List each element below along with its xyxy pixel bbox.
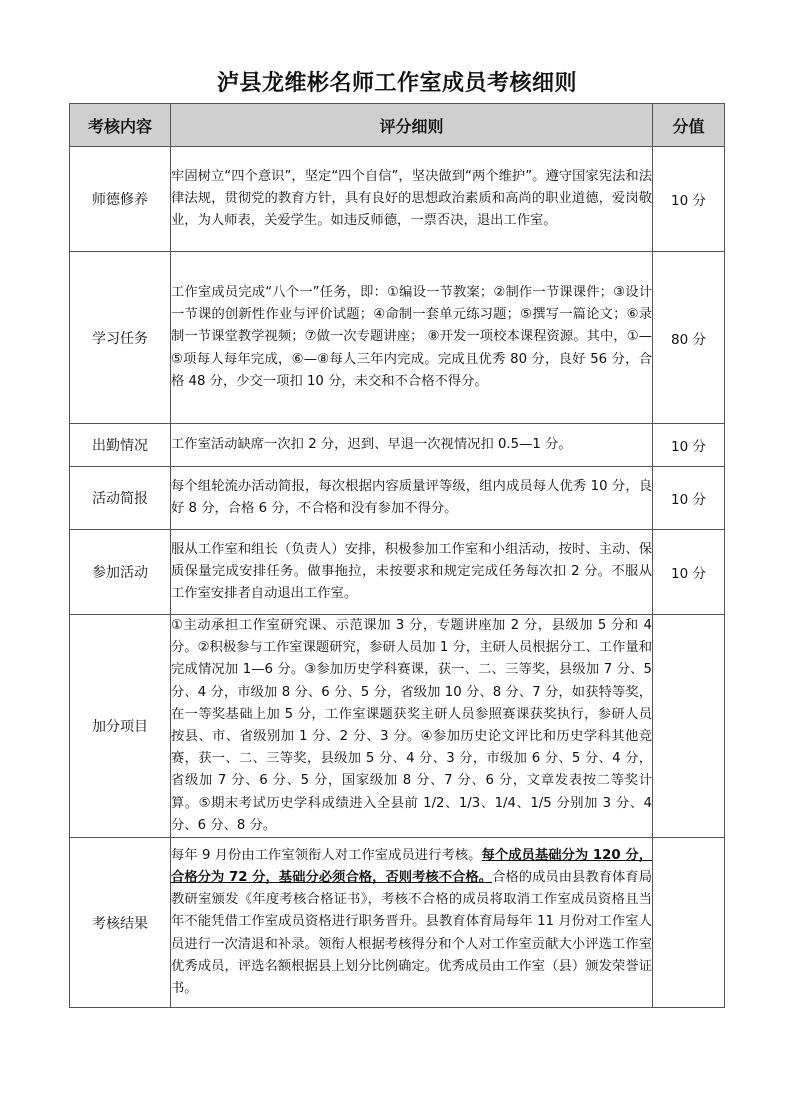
row-details: 每个组轮流办活动简报，每次根据内容质量评等级，组内成员每人优秀 10 分，良好 8 分，合格 6 分，不合格和没有参加不得分。: [171, 467, 653, 530]
result-intro-text: 每年 9 月份由工作室领衔人对工作室成员进行考核。: [171, 847, 482, 863]
row-category: 参加活动: [70, 530, 171, 615]
row-category: 活动简报: [70, 467, 171, 530]
document-title: 泸县龙维彬名师工作室成员考核细则: [216, 71, 577, 96]
row-category: 师德修养: [70, 147, 171, 252]
row-score: [653, 615, 725, 838]
row-category: 加分项目: [70, 615, 171, 838]
table-row: [70, 252, 725, 424]
table-row: [70, 467, 725, 530]
row-score: [653, 838, 725, 1008]
result-emphasis-text: 每个成员基础分为 120 分，合格分为 72 分，基础分必须合格，否则考核不合格。: [171, 847, 652, 886]
header-score: 分值: [653, 104, 725, 147]
table-row: [70, 424, 725, 467]
row-details: 服从工作室和组长（负责人）安排，积极参加工作室和小组活动，按时、主动、保质保量完成安排任务。做事拖拉，未按要求和规定完成任务每次扣 2 分。不服从工作室安排者自动退出工作室。: [171, 530, 653, 615]
assessment-table: [69, 103, 725, 1008]
header-details: 评分细则: [171, 104, 653, 147]
table-row: [70, 147, 725, 252]
result-rest-text: 合格的成员由县教育体育局教研室颁发《年度考核合格证书》，考核不合格的成员将取消工作室成员资格且当年不能凭借工作室成员资格进行职务晋升。县教育体育局每年 11 月份对工作室人员进行一次清退和补录。领衔人根据考核得分和个人对工作室贡献大小评选工作室优秀成员，评选名额根据县上划分比例确定。优秀成员由工作室（县）颁发荣誉证书。: [171, 870, 652, 997]
row-details: 工作室成员完成“八个一”任务，即：①编设一节教案；②制作一节课课件；③设计一节课的创新性作业与评价试题；④命制一套单元练习题；⑤撰写一篇论文；⑥录制一节课堂教学视频；⑦做一次专题讲座； ⑧开发一项校本课程资源。其中，①—⑤项每人每年完成，⑥—⑧每人三年内完成。完成且优秀 80 分，良好 56 分，合格 48 分，少交一项扣 10 分，未交和不合格不得分。: [171, 252, 653, 424]
header-category: 考核内容: [70, 104, 171, 147]
row-category: 出勤情况: [70, 424, 171, 467]
row-details: 工作室活动缺席一次扣 2 分，迟到、早退一次视情况扣 0.5—1 分。: [171, 424, 653, 467]
row-score: 80 分: [653, 252, 725, 424]
table-row: [70, 615, 725, 838]
row-score: 10 分: [653, 467, 725, 530]
row-details: 牢固树立“四个意识”，坚定“四个自信”，坚决做到“两个维护”。遵守国家宪法和法律法规，贯彻党的教育方针，具有良好的思想政治素质和高尚的职业道德，爱岗敬业，为人师表，关爱学生。如违反师德，一票否决，退出工作室。: [171, 147, 653, 252]
row-score: 10 分: [653, 424, 725, 467]
row-category: 考核结果: [70, 838, 171, 1008]
row-details: [171, 838, 653, 1008]
row-category: 学习任务: [70, 252, 171, 424]
row-details: ①主动承担工作室研究课、示范课加 3 分，专题讲座加 2 分，县级加 5 分和 4 分。②积极参与工作室课题研究，参研人员加 1 分，主研人员根据分工、工作量和完成情况加 1—6 分。③参加历史学科赛课，获一、二、三等奖，县级加 7 分、5 分、4 分，市级加 8 分、6 分、5 分，省级加 10 分、8 分、7 分，如获特等奖，在一等奖基础上加 5 分，工作室课题获奖主研人员参照赛课获奖执行，参研人员按县、市、省级别加 1 分、2 分、3 分。④参加历史论文评比和历史学科其他竞赛，获一、二、三等奖，县级加 5 分、4 分、3 分，市级加 6 分、5 分、4 分，省级加 7 分、6 分、5 分，国家级加 8 分、7 分、6 分，文章发表按二等奖计算。⑤期末考试历史学科成绩进入全县前 1/2、1/3、1/4、1/5 分别加 3 分、4 分、6 分、8 分。: [171, 615, 653, 838]
table-row: [70, 838, 725, 1008]
row-score: 10 分: [653, 147, 725, 252]
table-row: [70, 530, 725, 615]
table-header-row: [70, 104, 725, 147]
row-score: 10 分: [653, 530, 725, 615]
